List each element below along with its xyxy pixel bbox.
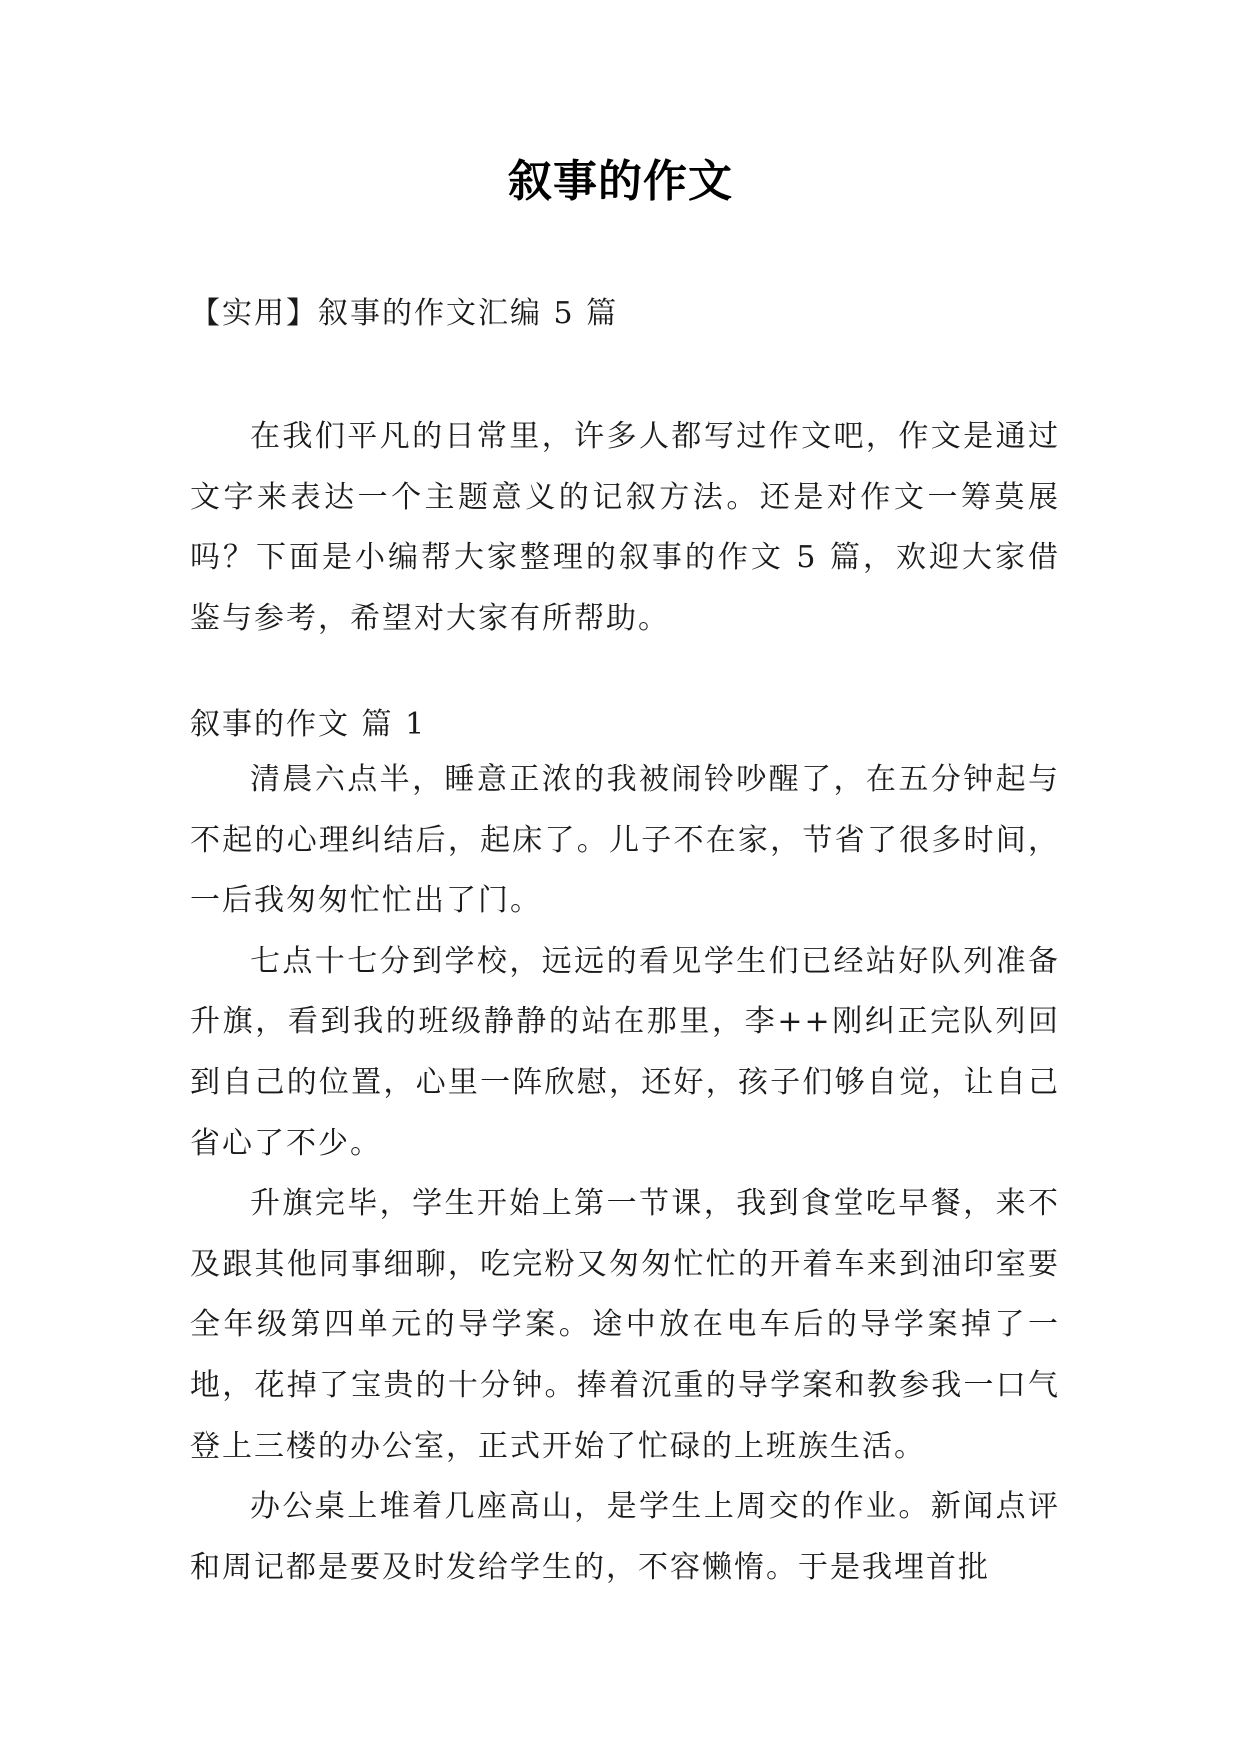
document-title: 叙事的作文 <box>508 156 733 207</box>
chapter-heading: 叙事的作文 篇 1 <box>190 707 427 742</box>
body-paragraph-4: 办公桌上堆着几座高山，是学生上周交的作业。新闻点评和周记都是要及时发给学生的，不容懒惰。于是我埋首批 <box>190 1489 1060 1585</box>
chapter-body <box>190 750 1060 1598</box>
intro-section <box>190 407 1060 649</box>
body-paragraph-2: 七点十七分到学校，远远的看见学生们已经站好队列准备升旗，看到我的班级静静的站在那里，李++刚纠正完队列回到自己的位置，心里一阵欣慰，还好，孩子们够自觉，让自己省心了不少。 <box>190 943 1060 1161</box>
body-paragraph-3: 升旗完毕，学生开始上第一节课，我到食堂吃早餐，来不及跟其他同事细聊，吃完粉又匆匆忙忙的开着车来到油印室要全年级第四单元的导学案。途中放在电车后的导学案掉了一地，花掉了宝贵的十分钟。捧着沉重的导学案和教参我一口气登上三楼的办公室，正式开始了忙碌的上班族生活。 <box>190 1186 1060 1464</box>
body-paragraph-1: 清晨六点半，睡意正浓的我被闹铃吵醒了，在五分钟起与不起的心理纠结后，起床了。儿子不在家，节省了很多时间，一后我匆匆忙忙出了门。 <box>190 762 1060 919</box>
intro-paragraph: 在我们平凡的日常里，许多人都写过作文吧，作文是通过文字来表达一个主题意义的记叙方法。还是对作文一筹莫展吗？下面是小编帮大家整理的叙事的作文 5 篇，欢迎大家借鉴与参考，希望对大家有所帮助。 <box>190 419 1060 636</box>
document-subtitle: 【实用】叙事的作文汇编 5 篇 <box>190 296 619 331</box>
